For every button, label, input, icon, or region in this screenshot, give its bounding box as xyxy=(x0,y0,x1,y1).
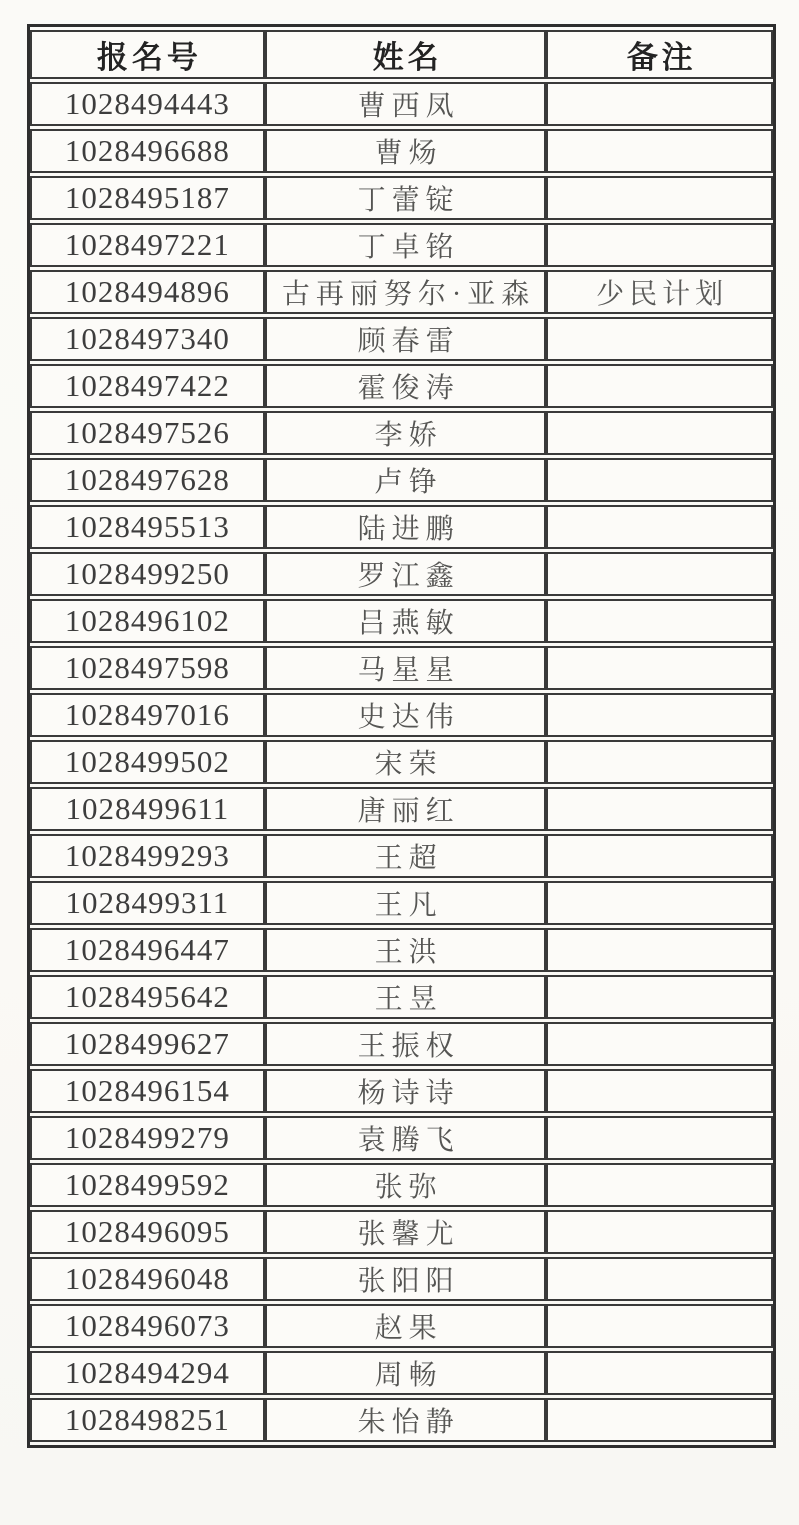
cell-reg-no: 1028497598 xyxy=(30,646,265,690)
cell-note xyxy=(546,1069,773,1113)
table-row xyxy=(30,975,773,1019)
cell-name: 王振权 xyxy=(265,1022,547,1066)
table-row xyxy=(30,1022,773,1066)
table-row xyxy=(30,1304,773,1348)
table-row xyxy=(30,881,773,925)
table-row xyxy=(30,1351,773,1395)
cell-reg-no: 1028496154 xyxy=(30,1069,265,1113)
table-row xyxy=(30,458,773,502)
table-row xyxy=(30,270,773,314)
table-row xyxy=(30,364,773,408)
cell-reg-no: 1028496688 xyxy=(30,129,265,173)
cell-note xyxy=(546,787,773,831)
cell-reg-no: 1028496102 xyxy=(30,599,265,643)
table-row xyxy=(30,82,773,126)
cell-note xyxy=(546,1304,773,1348)
cell-name: 李娇 xyxy=(265,411,547,455)
cell-name: 宋荣 xyxy=(265,740,547,784)
cell-name: 袁腾飞 xyxy=(265,1116,547,1160)
cell-note xyxy=(546,552,773,596)
cell-name: 曹炀 xyxy=(265,129,547,173)
cell-note xyxy=(546,928,773,972)
table-row xyxy=(30,599,773,643)
cell-name: 张馨尤 xyxy=(265,1210,547,1254)
cell-reg-no: 1028499502 xyxy=(30,740,265,784)
cell-reg-no: 1028496447 xyxy=(30,928,265,972)
cell-reg-no: 1028494896 xyxy=(30,270,265,314)
cell-note xyxy=(546,223,773,267)
cell-note xyxy=(546,458,773,502)
table-row xyxy=(30,1069,773,1113)
cell-reg-no: 1028495642 xyxy=(30,975,265,1019)
cell-note xyxy=(546,834,773,878)
cell-name: 杨诗诗 xyxy=(265,1069,547,1113)
cell-reg-no: 1028494294 xyxy=(30,1351,265,1395)
cell-reg-no: 1028495513 xyxy=(30,505,265,549)
cell-name: 周畅 xyxy=(265,1351,547,1395)
table-row xyxy=(30,223,773,267)
cell-name: 马星星 xyxy=(265,646,547,690)
table-row xyxy=(30,1116,773,1160)
table-row xyxy=(30,129,773,173)
cell-reg-no: 1028497526 xyxy=(30,411,265,455)
cell-name: 史达伟 xyxy=(265,693,547,737)
cell-note xyxy=(546,1022,773,1066)
table-row xyxy=(30,176,773,220)
cell-reg-no: 1028497340 xyxy=(30,317,265,361)
cell-reg-no: 1028499311 xyxy=(30,881,265,925)
cell-reg-no: 1028499627 xyxy=(30,1022,265,1066)
cell-reg-no: 1028499592 xyxy=(30,1163,265,1207)
cell-reg-no: 1028499250 xyxy=(30,552,265,596)
table-row xyxy=(30,1210,773,1254)
cell-name: 古再丽努尔·亚森 xyxy=(265,270,547,314)
cell-note xyxy=(546,1351,773,1395)
cell-reg-no: 1028499611 xyxy=(30,787,265,831)
cell-name: 王昱 xyxy=(265,975,547,1019)
cell-name: 罗江鑫 xyxy=(265,552,547,596)
table-row xyxy=(30,411,773,455)
cell-reg-no: 1028496073 xyxy=(30,1304,265,1348)
cell-name: 赵果 xyxy=(265,1304,547,1348)
cell-reg-no: 1028497016 xyxy=(30,693,265,737)
table-row xyxy=(30,646,773,690)
table-row xyxy=(30,787,773,831)
cell-reg-no: 1028499293 xyxy=(30,834,265,878)
column-header-name: 姓名 xyxy=(265,30,547,79)
cell-name: 曹西凤 xyxy=(265,82,547,126)
cell-note xyxy=(546,1398,773,1442)
cell-note xyxy=(546,1163,773,1207)
cell-name: 霍俊涛 xyxy=(265,364,547,408)
table-row xyxy=(30,693,773,737)
table-row xyxy=(30,740,773,784)
cell-note xyxy=(546,1210,773,1254)
cell-note xyxy=(546,646,773,690)
cell-note xyxy=(546,975,773,1019)
table-row xyxy=(30,552,773,596)
cell-name: 朱怡静 xyxy=(265,1398,547,1442)
table-row xyxy=(30,1163,773,1207)
cell-name: 陆进鹏 xyxy=(265,505,547,549)
cell-reg-no: 1028494443 xyxy=(30,82,265,126)
cell-reg-no: 1028498251 xyxy=(30,1398,265,1442)
cell-note xyxy=(546,176,773,220)
table-row xyxy=(30,317,773,361)
cell-note xyxy=(546,82,773,126)
cell-note xyxy=(546,599,773,643)
cell-note xyxy=(546,505,773,549)
table-body xyxy=(30,82,773,1442)
cell-note xyxy=(546,411,773,455)
cell-note xyxy=(546,317,773,361)
cell-reg-no: 1028497221 xyxy=(30,223,265,267)
table-row xyxy=(30,1257,773,1301)
cell-reg-no: 1028497422 xyxy=(30,364,265,408)
table-row xyxy=(30,834,773,878)
table-row xyxy=(30,505,773,549)
cell-name: 丁卓铭 xyxy=(265,223,547,267)
cell-note: 少民计划 xyxy=(546,270,773,314)
cell-name: 卢铮 xyxy=(265,458,547,502)
cell-note xyxy=(546,881,773,925)
cell-name: 吕燕敏 xyxy=(265,599,547,643)
registration-table xyxy=(27,24,776,1448)
cell-name: 丁蕾锭 xyxy=(265,176,547,220)
cell-reg-no: 1028496095 xyxy=(30,1210,265,1254)
table-row xyxy=(30,928,773,972)
cell-name: 顾春雷 xyxy=(265,317,547,361)
cell-note xyxy=(546,1116,773,1160)
cell-note xyxy=(546,740,773,784)
cell-note xyxy=(546,364,773,408)
cell-name: 张弥 xyxy=(265,1163,547,1207)
cell-reg-no: 1028497628 xyxy=(30,458,265,502)
cell-name: 王洪 xyxy=(265,928,547,972)
header-row xyxy=(30,30,773,79)
cell-reg-no: 1028499279 xyxy=(30,1116,265,1160)
cell-name: 王超 xyxy=(265,834,547,878)
cell-name: 张阳阳 xyxy=(265,1257,547,1301)
cell-name: 王凡 xyxy=(265,881,547,925)
cell-name: 唐丽红 xyxy=(265,787,547,831)
cell-note xyxy=(546,693,773,737)
table-row xyxy=(30,1398,773,1442)
cell-reg-no: 1028496048 xyxy=(30,1257,265,1301)
cell-reg-no: 1028495187 xyxy=(30,176,265,220)
column-header-reg-no: 报名号 xyxy=(30,30,265,79)
cell-note xyxy=(546,1257,773,1301)
cell-note xyxy=(546,129,773,173)
column-header-note: 备注 xyxy=(546,30,773,79)
